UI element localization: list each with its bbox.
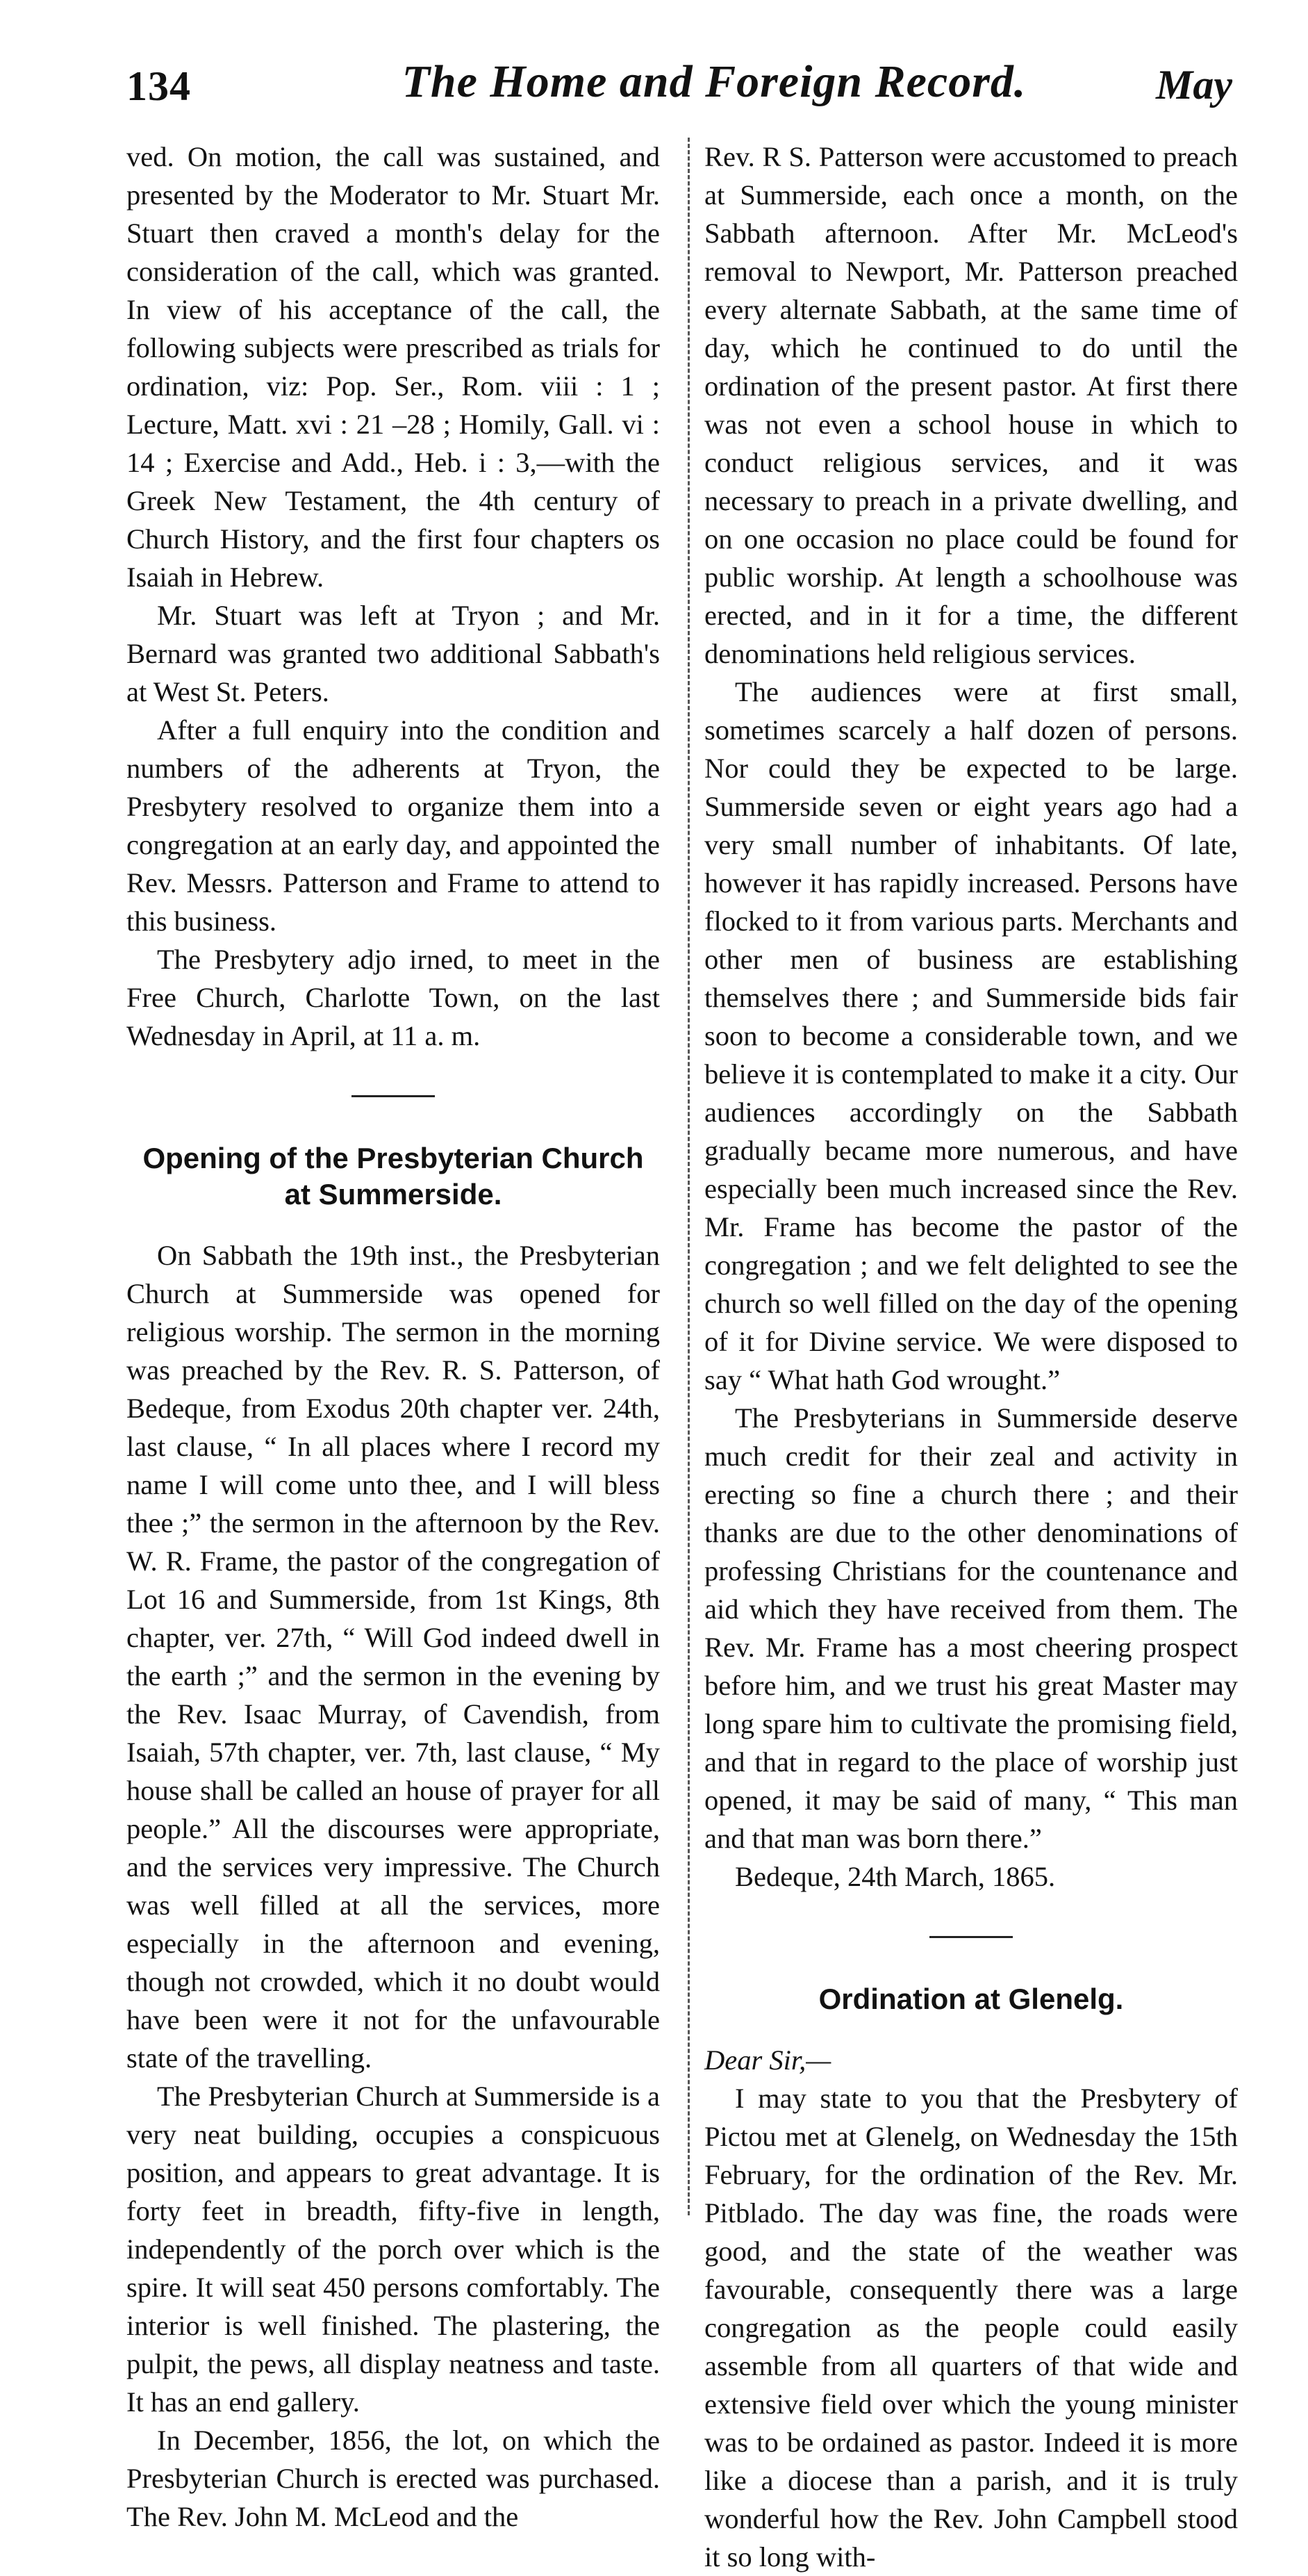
issue-month: May (1156, 62, 1232, 108)
paragraph: The Presbyterians in Summerside deserve much credit for their zeal and activity in erecting so fine a church there ; and their thanks are due to the other denominations of professing Christians for the countenance and aid which they have received from them. The Rev. Mr. Frame has a most cheering prospect before him, and we trust his great Master may long spare him to cultivate the promising field, and that in regard to the place of worship just opened, it may be said of many, “ This man and that man was born there.” (704, 1402, 1238, 1854)
paragraph: After a full enquiry into the condition and numbers of the adherents at Tryon, the Presbytery resolved to organize them into a congregation at an early day, and appointed the Rev. Messrs. Patterson and Frame to attend to this business. (126, 714, 660, 937)
column-divider (688, 138, 690, 2215)
page-header (126, 50, 1232, 117)
left-column (126, 138, 660, 2532)
paragraph: Mr. Stuart was left at Tryon ; and Mr. Bernard was granted two additional Sabbath's at West St. Peters. (126, 600, 660, 707)
paragraph: In December, 1856, the lot, on which the Presbyterian Church is erected was purchased. The Rev. John M. McLeod and the (126, 2425, 660, 2532)
paragraph: ved. On motion, the call was sustained, and presented by the Moderator to Mr. Stuart Mr. Stuart then craved a month's delay for the consideration of the call, which was granted. In view of his acceptance of the call, the following subjects were prescribed as trials for ordination, viz: Pop. Ser., Rom. viii : 1 ; Lecture, Matt. xvi : 21 –28 ; Homily, Gall. vi : 14 ; Exercise and Add., Heb. i : 3,—with the Greek New Testament, the 4th century of Church History, and the first four chapters os Isaiah in Hebrew. (126, 141, 660, 593)
salutation: Dear Sir,— (704, 2044, 831, 2076)
article-title-summerside: Opening of the Presbyterian Church at Summerside. (142, 1142, 644, 1211)
paragraph: The audiences were at first small, sometimes scarcely a half dozen of persons. Nor could they be expected to be large. Summerside seven or eight years ago had a very small number of inhabitants. Of late, however it has rapidly increased. Persons have flocked to it from various parts. Merchants and other men of business are establishing themselves there ; and Summerside bids fair soon to become a considerable town, and we believe it is contemplated to make it a city. Our audiences accordingly on the Sabbath gradually became more numerous, and have especially been much increased since the Rev. Mr. Frame has become the pastor of the congregation ; and we felt delighted to see the church so well filled on the day of the opening of it for Divine service. We were disposed to say “ What hath God wrought.” (704, 676, 1238, 1395)
paragraph: I may state to you that the Presbytery of Pictou met at Glenelg, on Wednesday the 15th February, for the ordination of the Rev. Mr. Pitblado. The day was fine, the roads were good, and the state of the weather was favourable, consequently there was a large congregation as the people could easily assemble from all quarters of that wide and extensive field over which the young minister was to be ordained as pastor. Indeed it is more like a diocese than a parish, and it is truly wonderful how the Rev. John Campbell stood it so long with- (704, 2083, 1238, 2573)
section-divider (929, 1936, 1013, 1938)
paragraph: The Presbyterian Church at Summerside is a very neat building, occupies a conspicuous position, and appears to great advantage. It is forty feet in breadth, fifty-five in length, independently of the porch over which is the spire. It will seat 450 persons comfortably. The interior is well finished. The plastering, the pulpit, the pews, all display neatness and taste. It has an end gallery. (126, 2081, 660, 2418)
right-column (704, 138, 1238, 2573)
page-number: 134 (126, 63, 191, 109)
paragraph: Rev. R S. Patterson were accustomed to preach at Summerside, each once a month, on the Sabbath afternoon. After Mr. McLeod's removal to Newport, Mr. Patterson preached every alternate Sabbath, at the same time of day, which he continued to do until the ordination of the present pastor. At first there was not even a school house in which to conduct religious services, and it was necessary to preach in a private dwelling, and on one occasion no place could be found for public worship. At length a schoolhouse was erected, and in it for a time, the different denominations held religious services. (704, 141, 1238, 669)
section-divider (351, 1095, 435, 1097)
running-title: The Home and Foreign Record. (401, 56, 1027, 107)
paragraph: On Sabbath the 19th inst., the Presbyterian Church at Summerside was opened for religious worship. The sermon in the morning was preached by the Rev. R. S. Patterson, of Bedeque, from Exodus 20th chapter ver. 24th, last clause, “ In all places where I record my name I will come unto thee, and I will bless thee ;” the sermon in the afternoon by the Rev. W. R. Frame, the pastor of the congregation of Lot 16 and Summerside, from 1st Kings, 8th chapter, ver. 27th, “ Will God indeed dwell in the earth ;” and the sermon in the evening by the Rev. Isaac Murray, of Cavendish, from Isaiah, 57th chapter, ver. 7th, last clause, “ My house shall be called an house of prayer for all people.” All the discourses were appropriate, and the services very impressive. The Church was well filled at all the services, more especially in the afternoon and evening, though not crowded, which it no doubt would have been were it not for the unfavourable state of the travelling. (126, 1240, 660, 2074)
article-title-glenelg: Ordination at Glenelg. (818, 1983, 1124, 2015)
dateline: Bedeque, 24th March, 1865. (735, 1861, 1056, 1892)
paragraph: The Presbytery adjo irned, to meet in the Free Church, Charlotte Town, on the last Wednesday in April, at 11 a. m. (126, 944, 660, 1051)
